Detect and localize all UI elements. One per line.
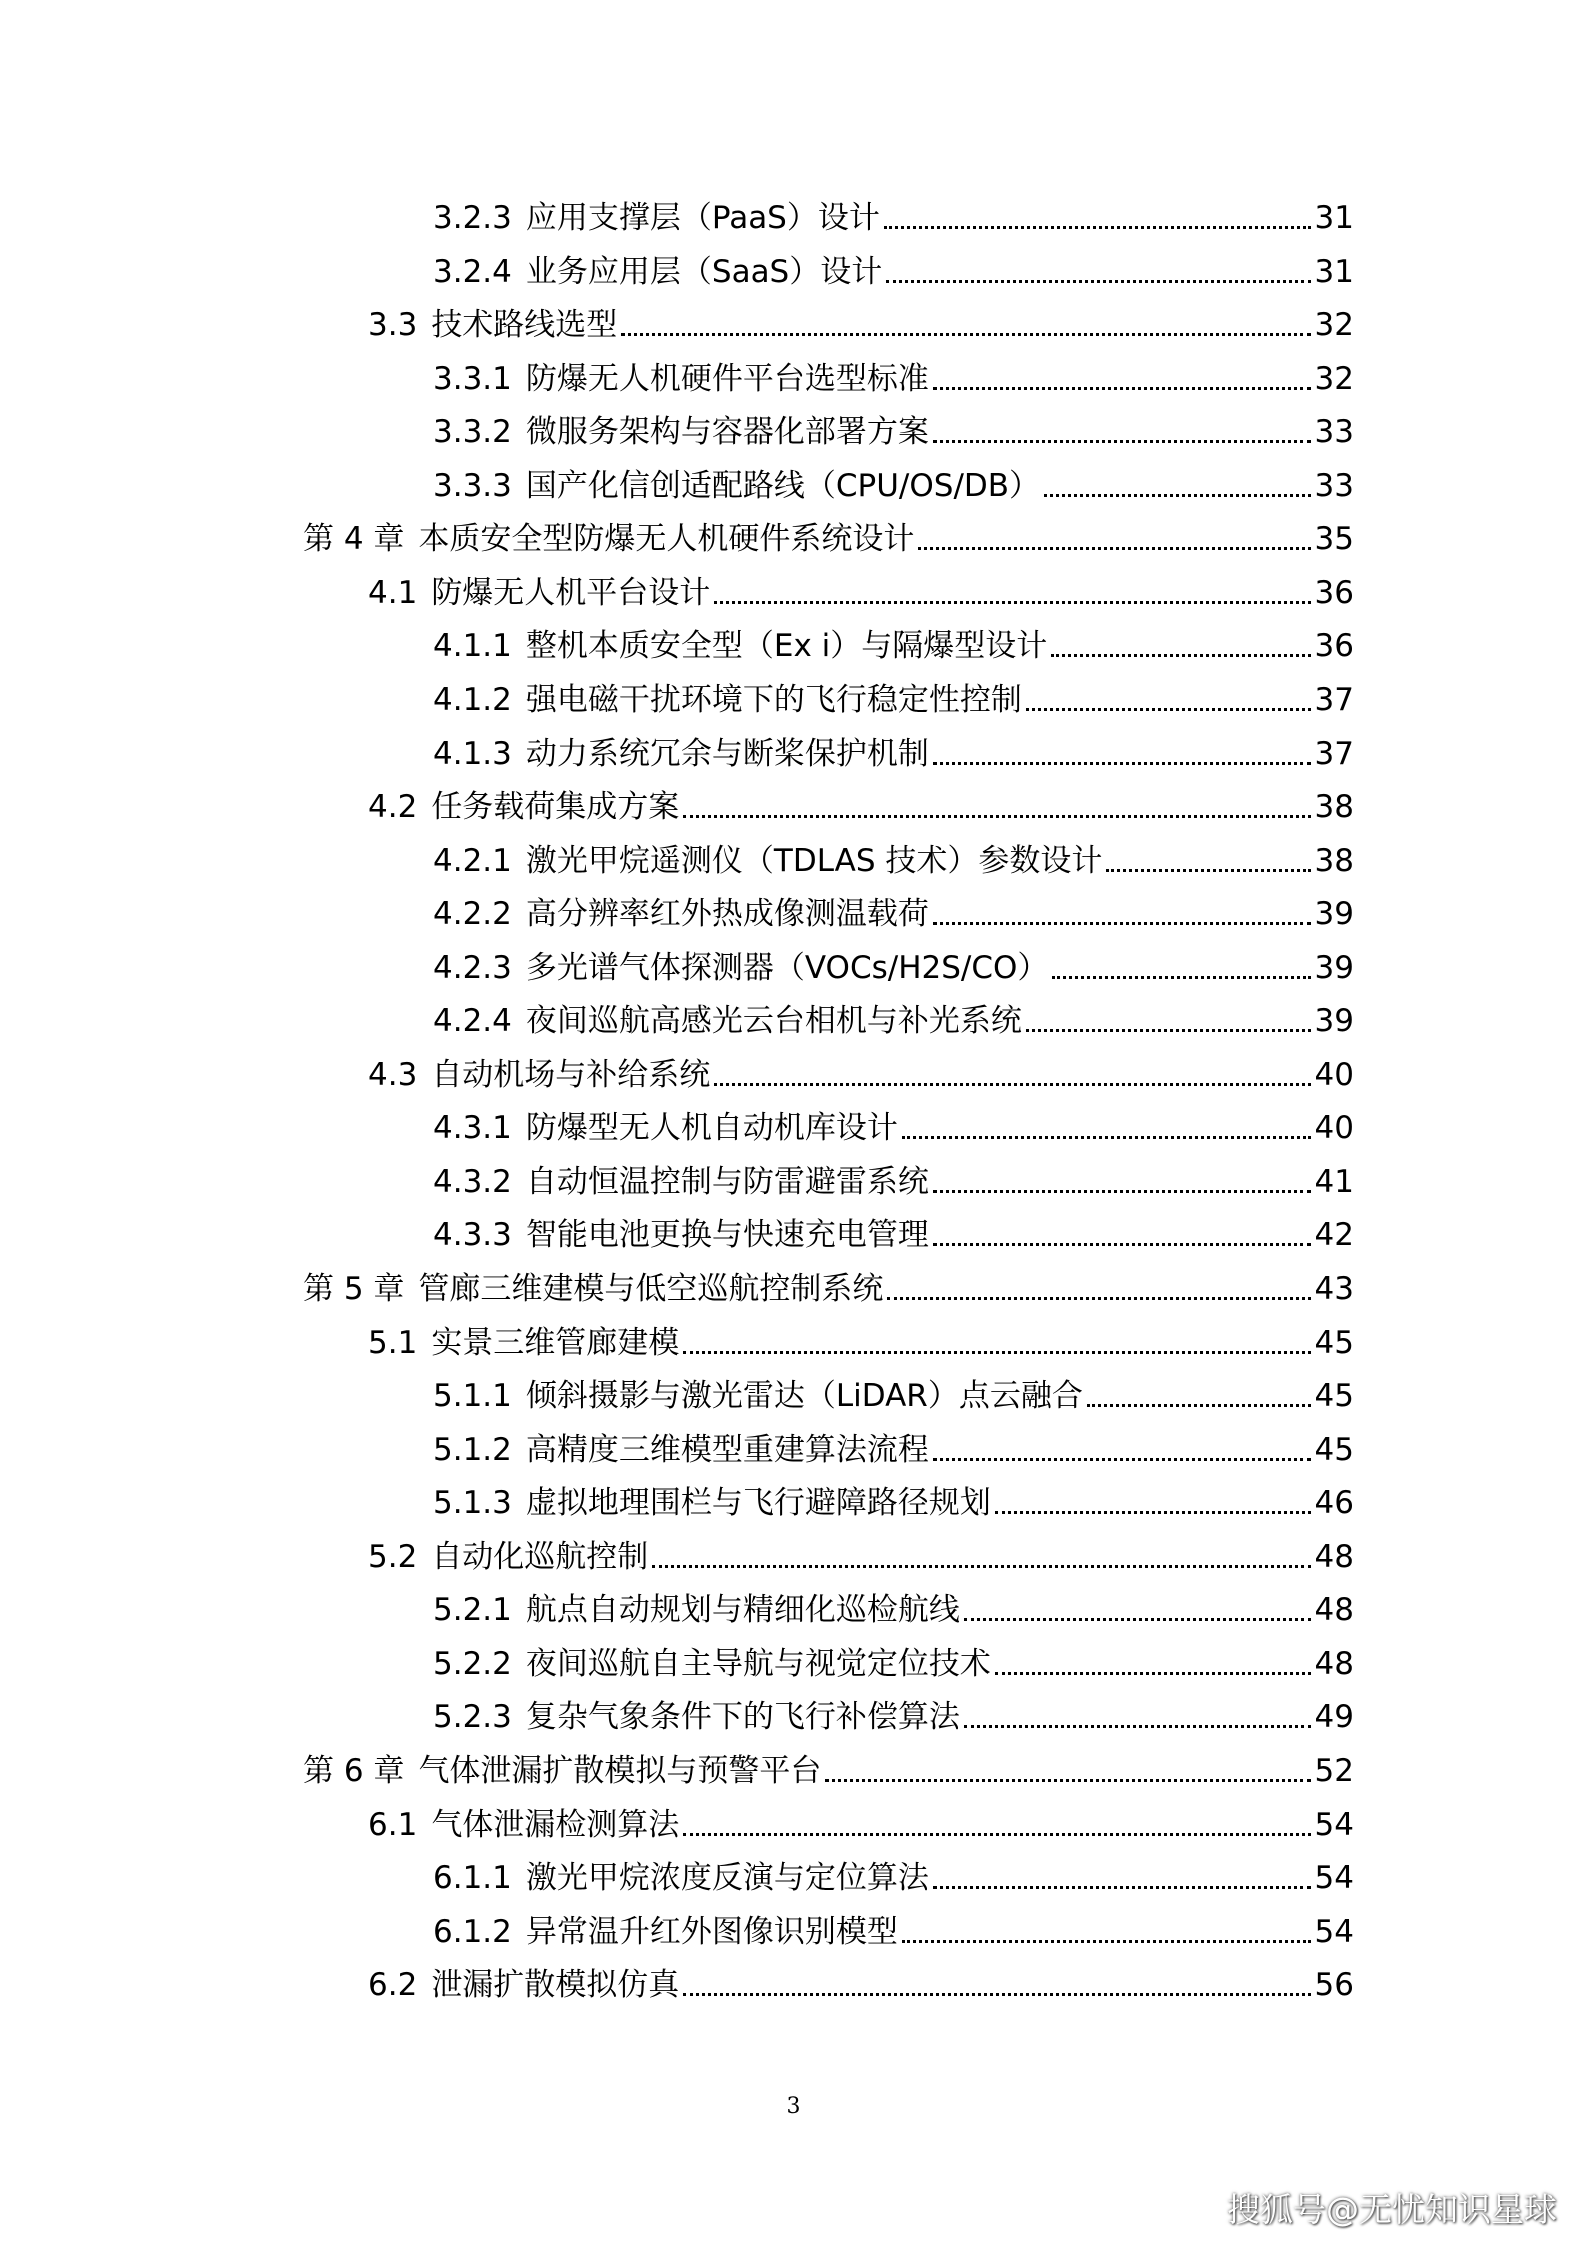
toc-entry-title: 技术路线选型 [431,307,618,344]
toc-entry-number: 5.2 [368,1538,418,1575]
toc-dot-leader [1044,494,1311,497]
toc-entry-title: 防爆无人机硬件平台选型标准 [525,360,929,397]
toc-entry-page: 46 [1314,1485,1354,1522]
toc-entry-title: 实景三维管廊建模 [431,1324,680,1361]
toc-dot-leader [714,1083,1310,1086]
toc-entry-number: 第 4 章 [303,521,405,558]
toc-entry-number: 5.2.1 [433,1592,512,1629]
toc-entry[interactable] [368,787,1354,827]
toc-dot-leader [683,1351,1310,1354]
toc-entry[interactable] [433,412,1354,452]
toc-entry-page: 43 [1314,1271,1354,1307]
toc-entry-number: 5.2.2 [433,1645,512,1682]
toc-entry-number: 3.2.3 [433,200,512,236]
toc-entry-number: 3.3.2 [433,414,512,451]
toc-entry-page: 48 [1314,1538,1354,1575]
toc-entry-title: 复杂气象条件下的飞行补偿算法 [525,1699,960,1736]
toc-entry-page: 38 [1314,842,1354,879]
toc-entry[interactable] [368,1323,1354,1363]
toc-entry-title: 自动恒温控制与防雷避雷系统 [525,1163,929,1200]
toc-entry-number: 第 5 章 [303,1271,405,1307]
toc-entry-title: 夜间巡航高感光云台相机与补光系统 [525,1003,1022,1040]
toc-entry-page: 40 [1314,1110,1354,1147]
toc-dot-leader [1052,976,1310,979]
toc-entry-page: 54 [1314,1806,1354,1843]
toc-entry-title: 激光甲烷浓度反演与定位算法 [525,1860,929,1897]
toc-entry[interactable] [433,1858,1354,1898]
toc-entry[interactable] [433,1430,1354,1470]
toc-entry-number: 4.2.3 [433,949,512,986]
toc-entry[interactable] [368,1537,1354,1577]
toc-dot-leader [933,922,1311,925]
toc-dot-leader [683,1833,1310,1836]
toc-entry[interactable] [433,734,1354,774]
toc-dot-leader [886,280,1310,283]
toc-entry-number: 6.2 [368,1967,418,2004]
toc-entry[interactable] [368,1965,1354,2005]
toc-dot-leader [683,815,1310,818]
toc-entry-title: 业务应用层（SaaS）设计 [525,253,883,290]
toc-entry-page: 33 [1314,467,1354,504]
toc-dot-leader [714,601,1310,604]
toc-entry-title: 应用支撑层（PaaS）设计 [525,200,880,236]
toc-dot-leader [933,1886,1311,1889]
toc-entry-page: 40 [1314,1056,1354,1093]
toc-entry-number: 4.3 [368,1056,418,1093]
toc-entry-title: 泄漏扩散模拟仿真 [431,1967,680,2004]
toc-entry-number: 6.1 [368,1806,418,1843]
toc-entry-title: 动力系统冗余与断桨保护机制 [525,735,929,772]
toc-entry-number: 4.1.2 [433,681,512,718]
toc-entry-page: 32 [1314,360,1354,397]
toc-entry-page: 39 [1314,1003,1354,1040]
toc-entry-number: 6.1.1 [433,1860,512,1897]
toc-entry-page: 38 [1314,789,1354,826]
toc-dot-leader [902,1940,1311,1943]
toc-entry-number: 3.3.1 [433,360,512,397]
toc-entry-number: 第 6 章 [303,1752,405,1789]
toc-entry-number: 5.2.3 [433,1699,512,1736]
toc-entry-page: 45 [1314,1378,1354,1415]
toc-entry[interactable] [433,1697,1354,1737]
toc-dot-leader [621,333,1310,336]
toc-entry-number: 4.3.2 [433,1163,512,1200]
toc-entry-page: 49 [1314,1699,1354,1736]
toc-entry-title: 夜间巡航自主导航与视觉定位技术 [525,1645,991,1682]
toc-entry-title: 任务载荷集成方案 [431,789,680,826]
toc-entry-title: 管廊三维建模与低空巡航控制系统 [418,1271,884,1307]
toc-entry-page: 32 [1314,307,1354,344]
toc-entry-title: 航点自动规划与精细化巡检航线 [525,1592,960,1629]
toc-entry[interactable] [433,1162,1354,1202]
toc-entry-page: 31 [1314,253,1354,290]
toc-entry-number: 4.2 [368,789,418,826]
toc-entry-page: 35 [1314,521,1354,558]
toc-entry-title: 本质安全型防爆无人机硬件系统设计 [418,521,915,558]
toc-entry-page: 54 [1314,1913,1354,1950]
toc-entry-page: 52 [1314,1752,1354,1789]
toc-dot-leader [918,547,1310,550]
toc-entry-number: 6.1.2 [433,1913,512,1950]
toc-entry-page: 37 [1314,735,1354,772]
toc-entry[interactable] [368,1805,1354,1845]
toc-dot-leader [884,226,1311,229]
toc-dot-leader [887,1297,1310,1300]
toc-entry-page: 42 [1314,1217,1354,1254]
toc-entry-title: 激光甲烷遥测仪（TDLAS 技术）参数设计 [525,842,1103,879]
toc-entry-page: 33 [1314,414,1354,451]
toc-entry[interactable] [303,1751,1354,1791]
toc-entry-title: 异常温升红外图像识别模型 [525,1913,898,1950]
toc-entry-page: 48 [1314,1592,1354,1629]
toc-entry[interactable] [433,626,1354,666]
toc-entry-number: 3.3.3 [433,467,512,504]
toc-entry-title: 气体泄漏检测算法 [431,1806,680,1843]
toc-dot-leader [933,762,1311,765]
toc-entry-title: 自动机场与补给系统 [431,1056,711,1093]
toc-entry[interactable] [368,1055,1354,1095]
toc-dot-leader [1087,1404,1311,1407]
toc-dot-leader [683,1993,1310,1996]
toc-dot-leader [964,1725,1311,1728]
toc-entry[interactable] [433,1483,1354,1523]
toc-dot-leader [933,387,1311,390]
toc-entry-page: 45 [1314,1324,1354,1361]
toc-entry-title: 倾斜摄影与激光雷达（LiDAR）点云融合 [525,1378,1083,1415]
toc-entry[interactable] [433,1215,1354,1255]
toc-entry-page: 31 [1314,200,1354,236]
toc-entry[interactable] [433,198,1354,238]
toc-entry-title: 防爆型无人机自动机库设计 [525,1110,898,1147]
toc-entry[interactable] [433,1644,1354,1684]
toc-entry-number: 5.1.2 [433,1431,512,1468]
toc-dot-leader [964,1618,1311,1621]
toc-entry[interactable] [368,573,1354,613]
toc-entry-title: 气体泄漏扩散模拟与预警平台 [418,1752,822,1789]
toc-entry-page: 54 [1314,1860,1354,1897]
toc-entry-title: 微服务架构与容器化部署方案 [525,414,929,451]
toc-dot-leader [1051,654,1310,657]
toc-dot-leader [825,1779,1310,1782]
toc-entry-number: 5.1.3 [433,1485,512,1522]
toc-entry-number: 4.3.3 [433,1217,512,1254]
toc-entry[interactable] [433,252,1354,292]
toc-entry-page: 37 [1314,681,1354,718]
toc-entry[interactable] [368,305,1354,345]
toc-entry-number: 4.3.1 [433,1110,512,1147]
toc-entry-number: 5.1.1 [433,1378,512,1415]
toc-dot-leader [1026,708,1311,711]
toc-entry-page: 39 [1314,949,1354,986]
toc-entry-number: 4.1 [368,574,418,611]
page-number: 3 [786,2094,801,2119]
toc-entry-page: 45 [1314,1431,1354,1468]
toc-dot-leader [933,1458,1311,1461]
toc-entry[interactable] [433,948,1354,988]
toc-entry-page: 41 [1314,1163,1354,1200]
toc-entry-page: 48 [1314,1645,1354,1682]
toc-dot-leader [995,1511,1311,1514]
toc-entry-number: 3.3 [368,307,418,344]
toc-entry-number: 3.2.4 [433,253,512,290]
toc-entry-number: 4.2.4 [433,1003,512,1040]
toc-dot-leader [652,1565,1310,1568]
toc-entry[interactable] [433,1590,1354,1630]
toc-dot-leader [933,1243,1311,1246]
toc-entry-title: 整机本质安全型（Ex i）与隔爆型设计 [525,628,1048,665]
toc-entry-page: 39 [1314,896,1354,933]
toc-entry-title: 虚拟地理围栏与飞行避障路径规划 [525,1485,991,1522]
toc-entry[interactable] [433,894,1354,934]
toc-entry[interactable] [433,1912,1354,1952]
toc-entry[interactable] [433,1108,1354,1148]
toc-entry-number: 4.2.1 [433,842,512,879]
toc-dot-leader [1106,869,1310,872]
toc-entry[interactable] [433,359,1354,399]
toc-entry-title: 防爆无人机平台设计 [431,574,711,611]
toc-entry[interactable] [433,1001,1354,1041]
toc-dot-leader [933,440,1311,443]
toc-entry[interactable] [303,1269,1354,1309]
toc-entry-title: 国产化信创适配路线（CPU/OS/DB） [525,467,1041,504]
toc-entry-title: 强电磁干扰环境下的飞行稳定性控制 [525,681,1022,718]
toc-entry-page: 36 [1314,628,1354,665]
toc-entry-number: 4.2.2 [433,896,512,933]
toc-entry-title: 高分辨率红外热成像测温载荷 [525,896,929,933]
toc-entry-page: 36 [1314,574,1354,611]
toc-entry[interactable] [433,680,1354,720]
toc-dot-leader [933,1190,1311,1193]
toc-entry[interactable] [433,466,1354,506]
toc-entry-title: 多光谱气体探测器（VOCs/H2S/CO） [525,949,1049,986]
toc-entry-page: 56 [1314,1967,1354,2004]
toc-entry[interactable] [433,841,1354,881]
toc-entry-number: 4.1.3 [433,735,512,772]
toc-entry[interactable] [303,519,1354,559]
toc-entry-title: 高精度三维模型重建算法流程 [525,1431,929,1468]
toc-dot-leader [995,1672,1311,1675]
toc-entry-number: 5.1 [368,1324,418,1361]
toc-entry[interactable] [433,1376,1354,1416]
watermark: 搜狐号@无忧知识星球 [1227,2190,1557,2229]
toc-entry-title: 智能电池更换与快速充电管理 [525,1217,929,1254]
toc-dot-leader [1026,1029,1311,1032]
toc-dot-leader [902,1136,1311,1139]
toc-entry-number: 4.1.1 [433,628,512,665]
toc-entry-title: 自动化巡航控制 [431,1538,649,1575]
